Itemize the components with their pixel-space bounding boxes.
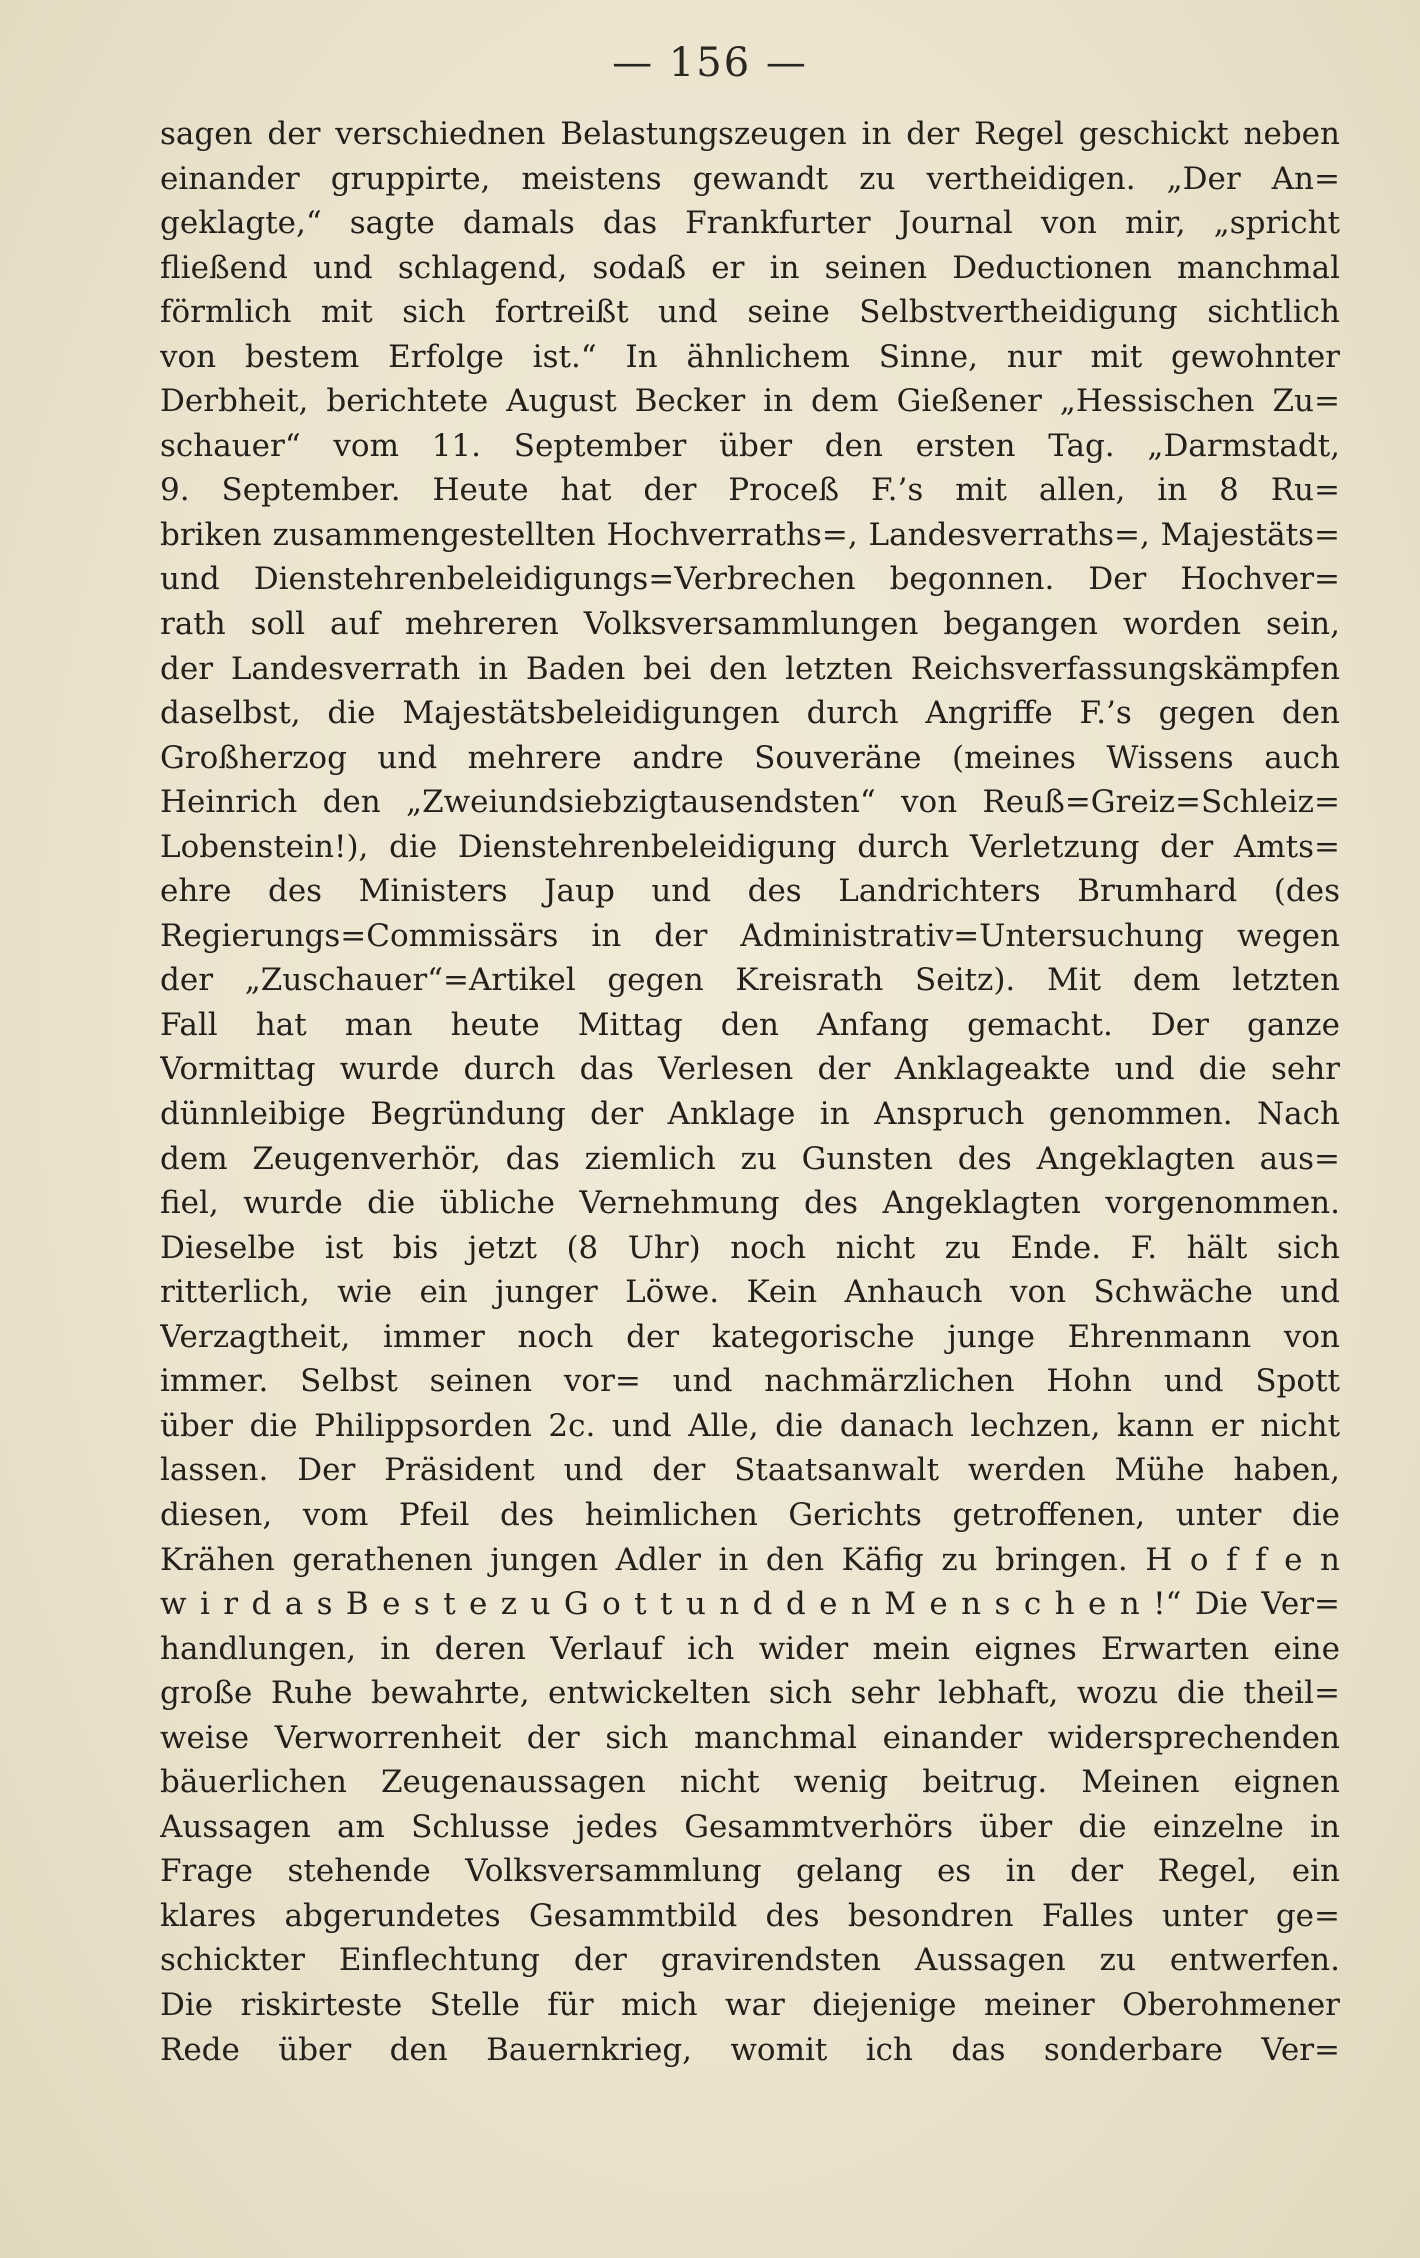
text-line: große Ruhe bewahrte, entwickelten sich sehr lebhaft, wozu die theil=: [160, 1675, 1340, 1712]
text-line: über die Philippsorden 2c. und Alle, die danach lechzen, kann er nicht: [160, 1407, 1340, 1444]
text-line: Rede über den Bauernkrieg, womit ich das sonderbare Ver=: [160, 2031, 1340, 2068]
text-line: einander gruppirte, meistens gewandt zu vertheidigen. „Der An=: [160, 160, 1340, 197]
text-line: Lobenstein!), die Dienstehrenbeleidigung durch Verletzung der Amts=: [160, 828, 1340, 865]
text-line: ritterlich, wie ein junger Löwe. Kein Anhauch von Schwäche und: [160, 1274, 1340, 1311]
text-line: der Landesverrath in Baden bei den letzten Reichsverfassungskämpfen: [160, 650, 1340, 687]
text-line: Großherzog und mehrere andre Souveräne (meines Wissens auch: [160, 739, 1340, 776]
text-line: Heinrich den „Zweiundsiebzigtausendsten“ von Reuß=Greiz=Schleiz=: [160, 784, 1340, 821]
text-line: sagen der verschiednen Belastungszeugen in der Regel geschickt neben: [160, 116, 1340, 152]
text-line: geklagte,“ sagte damals das Frankfurter Journal von mir, „spricht: [160, 205, 1340, 242]
text-line: Aussagen am Schlusse jedes Gesammtverhörs über die einzelne in: [160, 1808, 1340, 1845]
text-line: rath soll auf mehreren Volksversammlungen begangen worden sein,: [160, 606, 1340, 643]
text-line: klares abgerundetes Gesammtbild des besondren Falles unter ge=: [160, 1897, 1340, 1934]
text-line: 9. September. Heute hat der Proceß F.’s mit allen, in 8 Ru=: [160, 472, 1340, 509]
text-line: von bestem Erfolge ist.“ In ähnlichem Sinne, nur mit gewohnter: [160, 338, 1340, 375]
text-line: schauer“ vom 11. September über den ersten Tag. „Darmstadt,: [160, 427, 1340, 464]
text-line: diesen, vom Pfeil des heimlichen Gerichts getroffenen, unter die: [160, 1496, 1340, 1533]
text-line: Regierungs=Commissärs in der Administrativ=Untersuchung wegen: [160, 917, 1340, 954]
text-line: und Dienstehrenbeleidigungs=Verbrechen begonnen. Der Hochver=: [160, 561, 1340, 598]
text-line: Dieselbe ist bis jetzt (8 Uhr) noch nicht zu Ende. F. hält sich: [160, 1229, 1340, 1266]
text-line: schickter Einflechtung der gravirendsten Aussagen zu entwerfen.: [160, 1942, 1340, 1979]
text-line: dünnleibige Begründung der Anklage in Anspruch genommen. Nach: [160, 1096, 1340, 1133]
text-line: fiel, wurde die übliche Vernehmung des Angeklagten vorgenommen.: [160, 1185, 1340, 1222]
body-text: [160, 112, 1340, 2072]
text-line: fließend und schlagend, sodaß er in seinen Deductionen manchmal: [160, 249, 1340, 286]
text-line: Die riskirteste Stelle für mich war diejenige meiner Oberohmener: [160, 1986, 1340, 2023]
text-line: Verzagtheit, immer noch der kategorische junge Ehrenmann von: [160, 1318, 1340, 1355]
text-line: der „Zuschauer“=Artikel gegen Kreisrath Seitz). Mit dem letzten: [160, 962, 1340, 999]
text-line: handlungen, in deren Verlauf ich wider mein eignes Erwarten eine: [160, 1630, 1340, 1667]
text-line: Derbheit, berichtete August Becker in dem Gießener „Hessischen Zu=: [160, 383, 1340, 420]
text-line: Vormittag wurde durch das Verlesen der Anklageakte und die sehr: [160, 1051, 1340, 1088]
text-line: Frage stehende Volksversammlung gelang es in der Regel, ein: [160, 1853, 1340, 1890]
text-line: Krähen gerathenen jungen Adler in den Käfig zu bringen. H o f f e n: [160, 1541, 1340, 1578]
text-line: lassen. Der Präsident und der Staatsanwalt werden Mühe haben,: [160, 1452, 1340, 1489]
text-line: bäuerlichen Zeugenaussagen nicht wenig beitrug. Meinen eignen: [160, 1764, 1340, 1801]
text-line: daselbst, die Majestätsbeleidigungen durch Angriffe F.’s gegen den: [160, 695, 1340, 732]
text-line: weise Verworrenheit der sich manchmal einander widersprechenden: [160, 1719, 1340, 1756]
text-line: ehre des Ministers Jaup und des Landrichters Brumhard (des: [160, 873, 1340, 910]
text-line: dem Zeugenverhör, das ziemlich zu Gunsten des Angeklagten aus=: [160, 1140, 1340, 1177]
text-line: förmlich mit sich fortreißt und seine Selbstvertheidigung sichtlich: [160, 294, 1340, 331]
text-line: Fall hat man heute Mittag den Anfang gemacht. Der ganze: [160, 1006, 1340, 1043]
page-number: — 156 —: [612, 40, 808, 86]
text-line: immer. Selbst seinen vor= und nachmärzlichen Hohn und Spott: [160, 1363, 1340, 1400]
text-line: briken zusammengestellten Hochverraths=, Landesverraths=, Majestäts=: [160, 516, 1340, 553]
text-line: w i r d a s B e s t e z u G o t t u n d d e n M e n s c h e n !“ Die Ver=: [160, 1586, 1340, 1623]
